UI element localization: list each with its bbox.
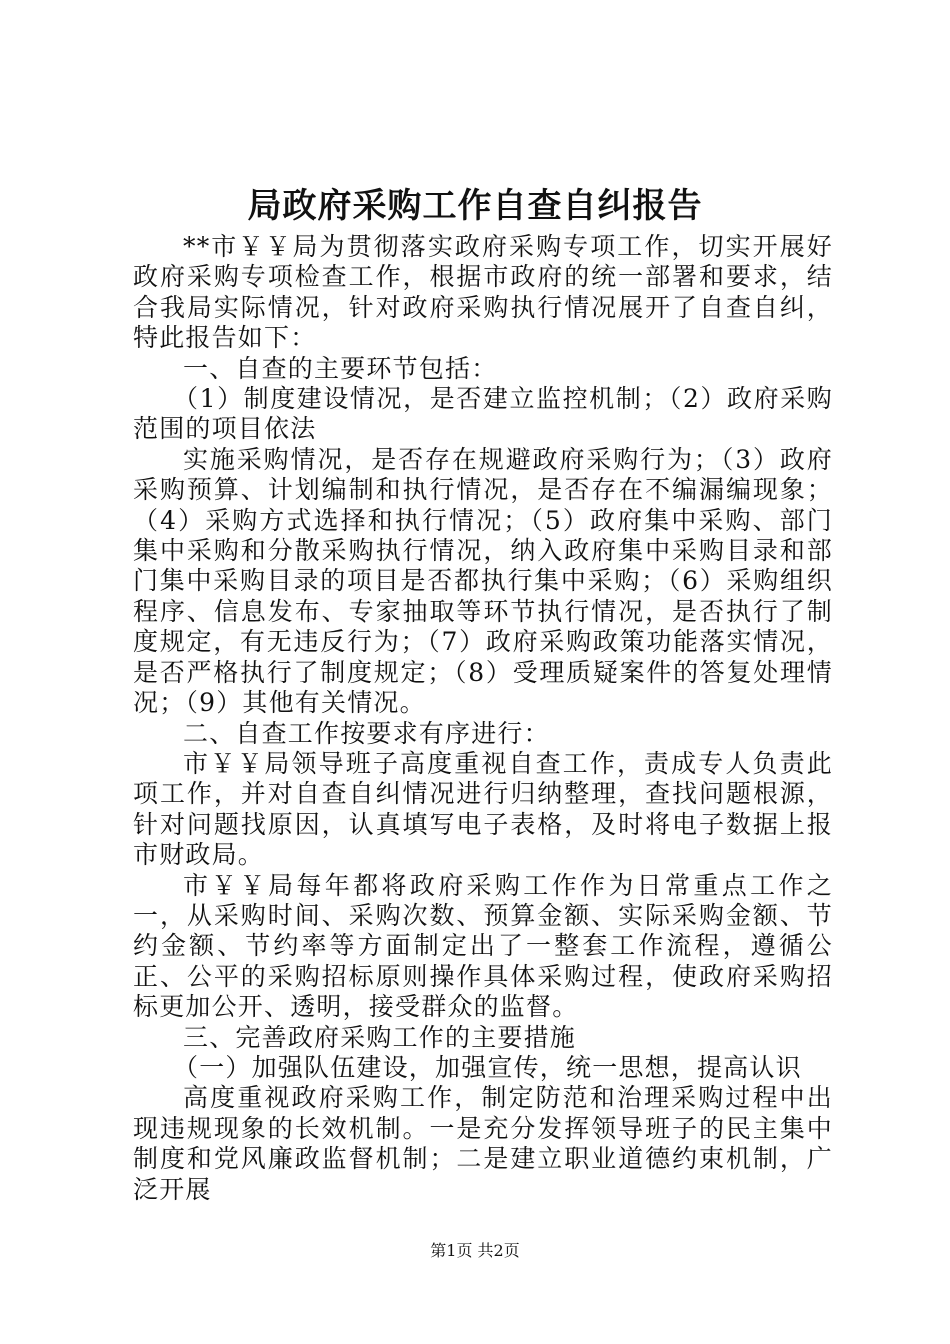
section-heading-2: 二、自查工作按要求有序进行： [183,718,550,748]
paragraph-intro: **市￥￥局为贯彻落实政府采购专项工作，切实开展好政府采购专项检查工作，根据市政府的统一部署和要求，结合我局实际情况，针对政府采购执行情况展开了自查自纠，特此报告如下： [133,232,833,353]
paragraph-checklist-start: （1）制度建设情况，是否建立监控机制；（2）政府采购范围的项目依法 [133,384,833,444]
subsection-heading-1: （一）加强队伍建设，加强宣传，统一思想，提高认识 [173,1052,802,1082]
document-title: 局政府采购工作自查自纠报告 [247,186,703,226]
paragraph-checklist-continued: 实施采购情况，是否存在规避政府采购行为；（3）政府采购预算、计划编制和执行情况，是否存在不编漏编现象；（4）采购方式选择和执行情况；（5）政府集中采购、部门集中采购和分散采购执行情况，纳入政府集中采购目录和部门集中采购目录的项目是否都执行集中采购；（6）采购组织程序、信息发布、专家抽取等环节执行情况，是否执行了制度规定，有无违反行为；（7）政府采购政策功能落实情况，是否严格执行了制度规定；（8）受理质疑案件的答复处理情况；（9）其他有关情况。 [133,444,833,718]
section-heading-3: 三、完善政府采购工作的主要措施 [183,1022,577,1052]
paragraph-measures: 高度重视政府采购工作，制定防范和治理采购过程中出现违规现象的长效机制。一是充分发挥领导班子的民主集中制度和党风廉政监督机制；二是建立职业道德约束机制，广泛开展 [133,1083,833,1204]
section-heading-1: 一、自查的主要环节包括： [183,353,498,383]
page-footer: 第1页 共2页 [430,1241,520,1260]
paragraph-leadership: 市￥￥局领导班子高度重视自查工作，责成专人负责此项工作，并对自查自纠情况进行归纳整理，查找问题根源，针对问题找原因，认真填写电子表格，及时将电子数据上报市财政局。 [133,748,833,870]
paragraph-workflow: 市￥￥局每年都将政府采购工作作为日常重点工作之一，从采购时间、采购次数、预算金额、实际采购金额、节约金额、节约率等方面制定出了一整套工作流程，遵循公正、公平的采购招标原则操作具体采购过程，使政府采购招标更加公开、透明，接受群众的监督。 [133,870,833,1022]
document-body [133,232,833,1205]
